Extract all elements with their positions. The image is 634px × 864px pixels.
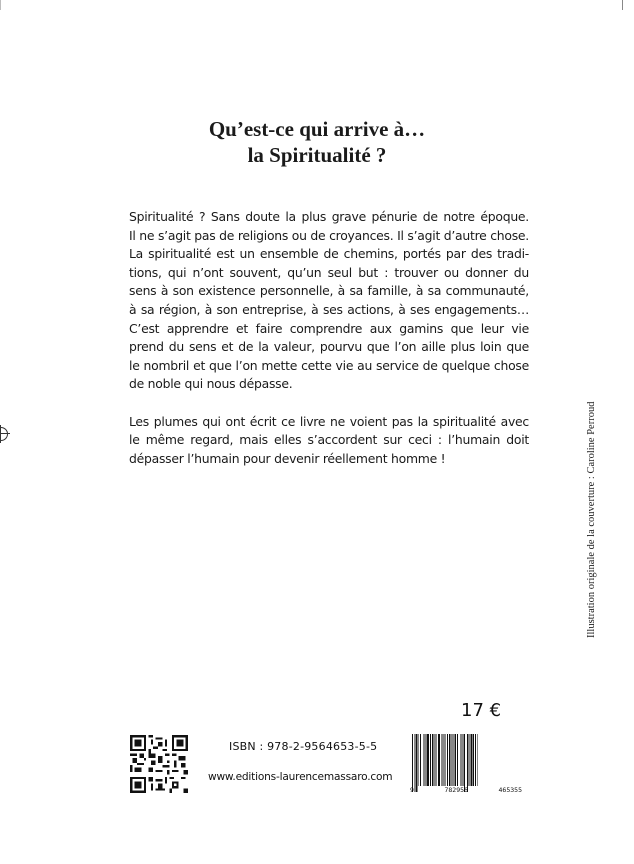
publisher-website: www.editions-laurencemassaro.com xyxy=(208,771,393,783)
qr-code-icon xyxy=(129,735,189,793)
barcode-bar xyxy=(438,734,440,786)
book-title xyxy=(0,116,634,168)
barcode-bar xyxy=(453,734,454,786)
barcode-bar xyxy=(473,734,474,786)
registration-mark-icon xyxy=(0,427,8,441)
barcode-bar xyxy=(464,734,465,792)
crop-mark-top-left xyxy=(0,0,1,10)
back-cover-blurb xyxy=(129,208,529,468)
title-line-2: la Spiritualité ? xyxy=(247,143,387,167)
barcode-bar xyxy=(423,734,424,786)
blurb-line: Il ne s’agit pas de religions ou de croyances. Il s’agit d’autre chose. xyxy=(129,227,529,243)
barcode-bar xyxy=(475,734,476,786)
crop-mark-top-right xyxy=(622,0,623,10)
barcode-bar xyxy=(471,734,473,786)
barcode-digit-group-left: 782956 xyxy=(444,786,468,794)
barcode-bar xyxy=(441,734,442,786)
blurb-line: sens à son existence personnelle, à sa famille, à sa communauté, xyxy=(129,283,529,299)
barcode-bar xyxy=(426,734,429,786)
blurb-line: prend du sens et de la valeur, pourvu que l’on aille plus loin que xyxy=(129,339,529,355)
blurb-line: Les plumes qui ont écrit ce livre ne voient pas la spiritualité avec xyxy=(129,413,529,429)
barcode-digit-group-right: 465355 xyxy=(498,786,522,794)
barcode-bar xyxy=(444,734,445,786)
blurb-line: tions, qui n’ont souvent, qu’un seul but : trouver ou donner du xyxy=(129,264,529,280)
blurb-line: Spiritualité ? Sans doute la plus grave pénurie de notre époque. xyxy=(129,209,529,224)
barcode-bar xyxy=(454,734,456,786)
title-line-1: Qu’est-ce qui arrive à… xyxy=(208,117,426,141)
blurb-line: C’est apprendre et faire comprendre aux gamins que leur vie xyxy=(129,320,529,336)
blurb-line: dépasser l’humain pour devenir réellement homme ! xyxy=(129,450,446,466)
barcode-bar xyxy=(457,734,458,786)
barcode-bar xyxy=(425,734,426,786)
price-label: 17 € xyxy=(461,700,502,721)
paragraph-gap xyxy=(129,394,529,413)
barcode-bar xyxy=(412,734,413,792)
barcode-bar xyxy=(447,734,448,786)
barcode-bar xyxy=(416,734,418,792)
cover-illustration-credit: Illustration originale de la couverture : Caroline Perroud xyxy=(586,401,597,638)
barcode-bar xyxy=(420,734,421,786)
isbn-number: ISBN : 978-2-9564653-5-5 xyxy=(229,740,378,753)
blurb-line: le nombril et que l’on mette cette vie au service de quelque chose xyxy=(129,357,529,373)
barcode-bar xyxy=(461,734,462,786)
barcode-bar xyxy=(477,734,478,786)
barcode-bar xyxy=(430,734,431,786)
barcode-bar xyxy=(414,734,415,792)
barcode-bar xyxy=(451,734,452,786)
blurb-line: La spiritualité est un ensemble de chemins, portés par des tradi- xyxy=(129,246,529,262)
barcode-bar xyxy=(467,734,468,792)
blurb-line: à sa région, à son entreprise, à ses actions, à ses engagements… xyxy=(129,301,529,317)
barcode-digit-prefix: 9 xyxy=(410,786,414,794)
barcode-bar xyxy=(462,734,463,786)
barcode-bar xyxy=(436,734,437,786)
blurb-line: le même regard, mais elles s’accordent sur ceci : l’humain doit xyxy=(129,432,529,448)
barcode-bar xyxy=(418,734,419,786)
barcode-bar xyxy=(443,734,444,786)
barcode-bar xyxy=(449,734,450,786)
barcode-bar xyxy=(469,734,470,786)
barcode-bar xyxy=(435,734,436,786)
barcode-digits xyxy=(410,786,522,794)
barcode-bar xyxy=(432,734,434,786)
blurb-line: de noble qui nous dépasse. xyxy=(129,376,293,392)
